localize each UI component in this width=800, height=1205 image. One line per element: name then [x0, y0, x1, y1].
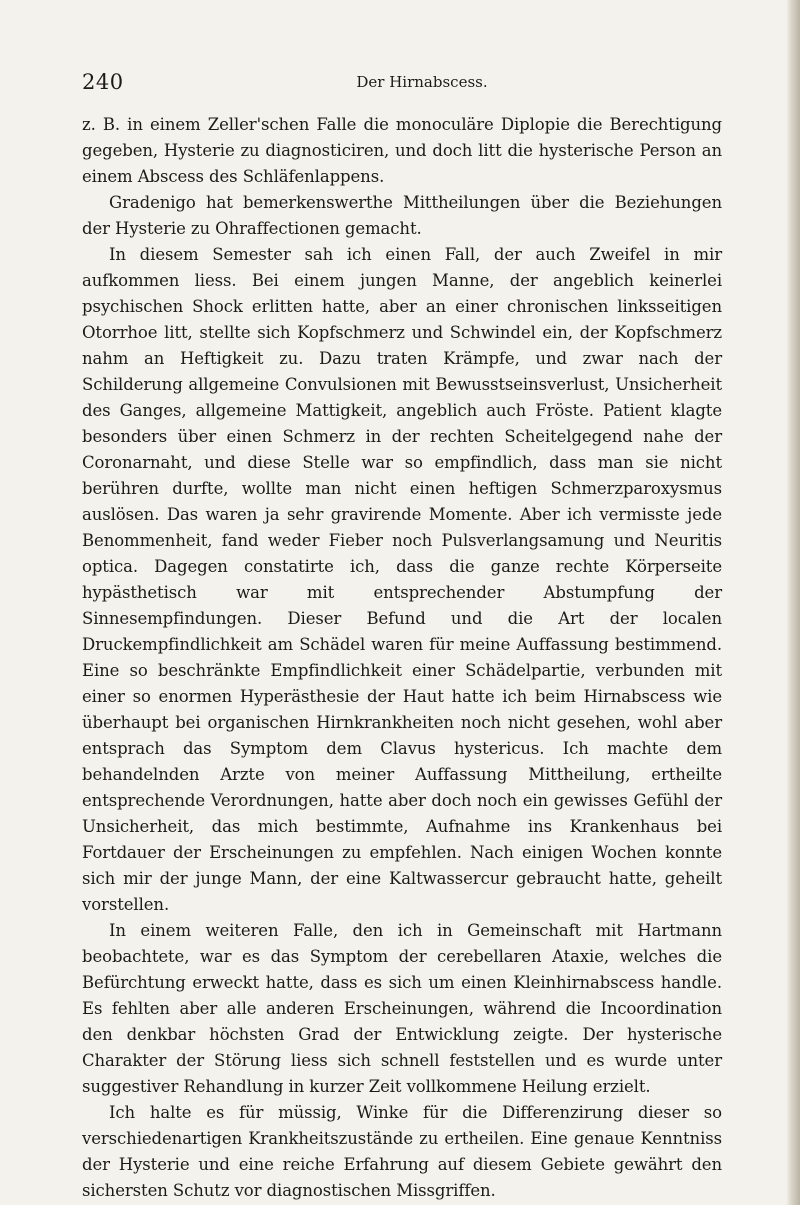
paragraph-continuation: z. B. in einem Zeller'schen Falle die monoculäre Diplopie die Berechtigung gegeben, Hysterie zu diagnosticiren, und doch litt die hysterische Person an einem Abscess des Schläfenlappens. [82, 115, 722, 186]
paragraph-case-hartmann: In einem weiteren Falle, den ich in Gemeinschaft mit Hartmann beobachtete, war es das Symptom der cerebellaren Ataxie, welches die Befürchtung erweckt hatte, dass es sich um einen Kleinhirnabscess handle. Es fehlten aber alle anderen Erscheinungen, während die Incoordination den denkbar höchsten Grad der Entwicklung zeigte. Der hysterische Charakter der Störung liess sich schnell feststellen und es wurde unter suggestiver Rehandlung in kurzer Zeit vollkommene Heilung erzielt. [82, 921, 722, 1096]
body-text [82, 112, 722, 1204]
paragraph-case-semester: In diesem Semester sah ich einen Fall, der auch Zweifel in mir aufkommen liess. Bei einem jungen Manne, der angeblich keinerlei psychischen Shock erlitten hatte, aber an einer chronischen linksseitigen Otorrhoe litt, stellte sich Kopfschmerz und Schwindel ein, der Kopfschmerz nahm an Heftigkeit zu. Dazu traten Krämpfe, und zwar nach der Schilderung allgemeine Convulsionen mit Bewusstseinsverlust, Unsicherheit des Ganges, allgemeine Mattigkeit, angeblich auch Fröste. Patient klagte besonders über einen Schmerz in der rechten Scheitelgegend nahe der Coronarnaht, und diese Stelle war so empfindlich, dass man sie nicht berühren durfte, wollte man nicht einen heftigen Schmerzparoxysmus auslösen. Das waren ja sehr gravirende Momente. Aber ich vermisste jede Benommenheit, fand weder Fieber noch Pulsverlangsamung und Neuritis optica. Dagegen constatirte ich, dass die ganze rechte Körperseite hypästhetisch war mit entsprechender Abstumpfung der Sinnesempfindungen. Dieser Befund und die Art der localen Druckempfindlichkeit am Schädel waren für meine Auffassung bestimmend. Eine so beschränkte Empfindlichkeit einer Schädelpartie, verbunden mit einer so enormen Hyperästhesie der Haut hatte ich beim Hirnabscess wie überhaupt bei organischen Hirnkrankheiten noch nicht gesehen, wohl aber entsprach das Symptom dem Clavus hystericus. Ich machte dem behandelnden Arzte von meiner Auffassung Mittheilung, ertheilte entsprechende Verordnungen, hatte aber doch noch ein gewisses Gefühl der Unsicherheit, das mich bestimmte, Aufnahme ins Krankenhaus bei Fortdauer der Erscheinungen zu empfehlen. Nach einigen Wochen konnte sich mir der junge Mann, der eine Kaltwassercur gebraucht hatte, geheilt vorstellen. [82, 245, 722, 914]
page-number: 240 [82, 70, 124, 94]
running-head [82, 70, 722, 104]
book-page [82, 70, 722, 1204]
paragraph-conclusion: Ich halte es für müssig, Winke für die Differenzirung dieser so verschiedenartigen Krankheitszustände zu ertheilen. Eine genaue Kenntniss der Hysterie und eine reiche Erfahrung auf diesem Gebiete gewährt den sichersten Schutz vor diagnostischen Missgriffen. [82, 1103, 722, 1200]
paragraph-gradenigo: Gradenigo hat bemerkenswerthe Mittheilungen über die Beziehungen der Hysterie zu Ohraffectionen gemacht. [82, 193, 722, 238]
page-edge-shadow [786, 0, 800, 1205]
running-head-title: Der Hirnabscess. [356, 73, 488, 91]
